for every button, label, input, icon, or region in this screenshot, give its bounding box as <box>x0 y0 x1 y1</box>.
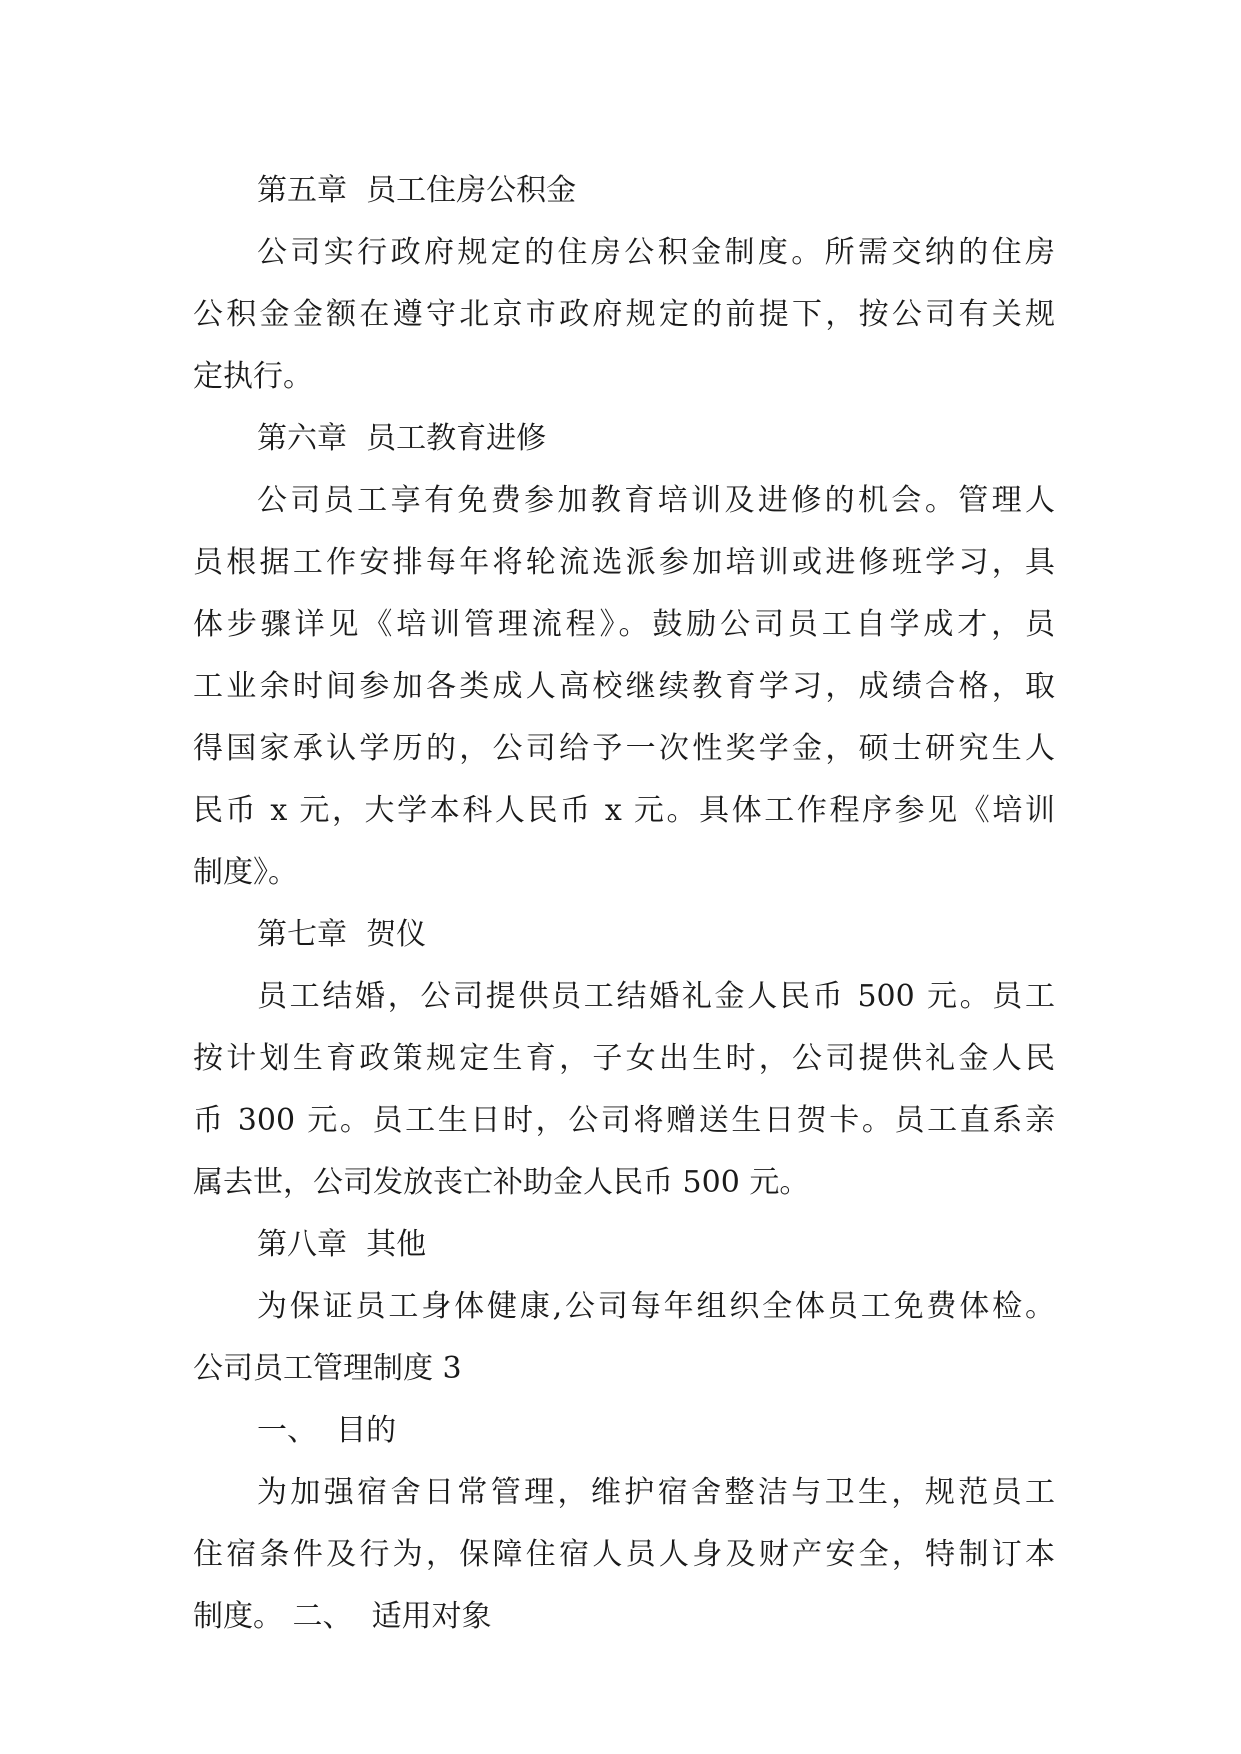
section-1-heading: 一、 目的 <box>257 1413 397 1448</box>
paragraph-line: 住宿条件及行为，保障住宿人员人身及财产安全，特制订本 <box>193 1537 1055 1572</box>
paragraph-line: 为加强宿舍日常管理，维护宿舍整洁与卫生，规范员工 <box>257 1475 1055 1510</box>
paragraph-line: 制度。 二、 适用对象 <box>193 1599 492 1634</box>
paragraph-line: 属去世，公司发放丧亡补助金人民币 500 元。 <box>193 1165 810 1200</box>
paragraph-line: 体步骤详见《培训管理流程》。鼓励公司员工自学成才，员 <box>193 607 1055 642</box>
paragraph-line: 工业余时间参加各类成人高校继续教育学习，成绩合格，取 <box>193 669 1055 704</box>
chapter-8-heading: 第八章 其他 <box>257 1227 427 1262</box>
paragraph-line: 员根据工作安排每年将轮流选派参加培训或进修班学习，具 <box>193 545 1055 580</box>
paragraph-line: 公司员工享有免费参加教育培训及进修的机会。管理人 <box>257 483 1055 518</box>
document-page <box>193 160 1055 1648</box>
document-subtitle: 公司员工管理制度 3 <box>193 1351 462 1386</box>
paragraph-line: 得国家承认学历的，公司给予一次性奖学金，硕士研究生人 <box>193 731 1055 766</box>
paragraph-line: 为保证员工身体健康,公司每年组织全体员工免费体检。 <box>257 1289 1055 1324</box>
paragraph-line: 员工结婚，公司提供员工结婚礼金人民币 500 元。员工 <box>257 979 1055 1014</box>
chapter-6-heading: 第六章 员工教育进修 <box>257 421 547 456</box>
chapter-7-heading: 第七章 贺仪 <box>257 917 427 952</box>
paragraph-line: 制度》。 <box>193 855 298 890</box>
chapter-5-heading: 第五章 员工住房公积金 <box>257 173 577 208</box>
paragraph-line: 按计划生育政策规定生育，子女出生时，公司提供礼金人民 <box>193 1041 1055 1076</box>
paragraph-line: 公积金金额在遵守北京市政府规定的前提下，按公司有关规 <box>193 297 1055 332</box>
paragraph-line: 币 300 元。员工生日时，公司将赠送生日贺卡。员工直系亲 <box>193 1103 1055 1138</box>
paragraph-line: 民币 x 元，大学本科人民币 x 元。具体工作程序参见《培训 <box>193 793 1055 828</box>
paragraph-line: 定执行。 <box>193 359 313 394</box>
paragraph-line: 公司实行政府规定的住房公积金制度。所需交纳的住房 <box>257 235 1055 270</box>
